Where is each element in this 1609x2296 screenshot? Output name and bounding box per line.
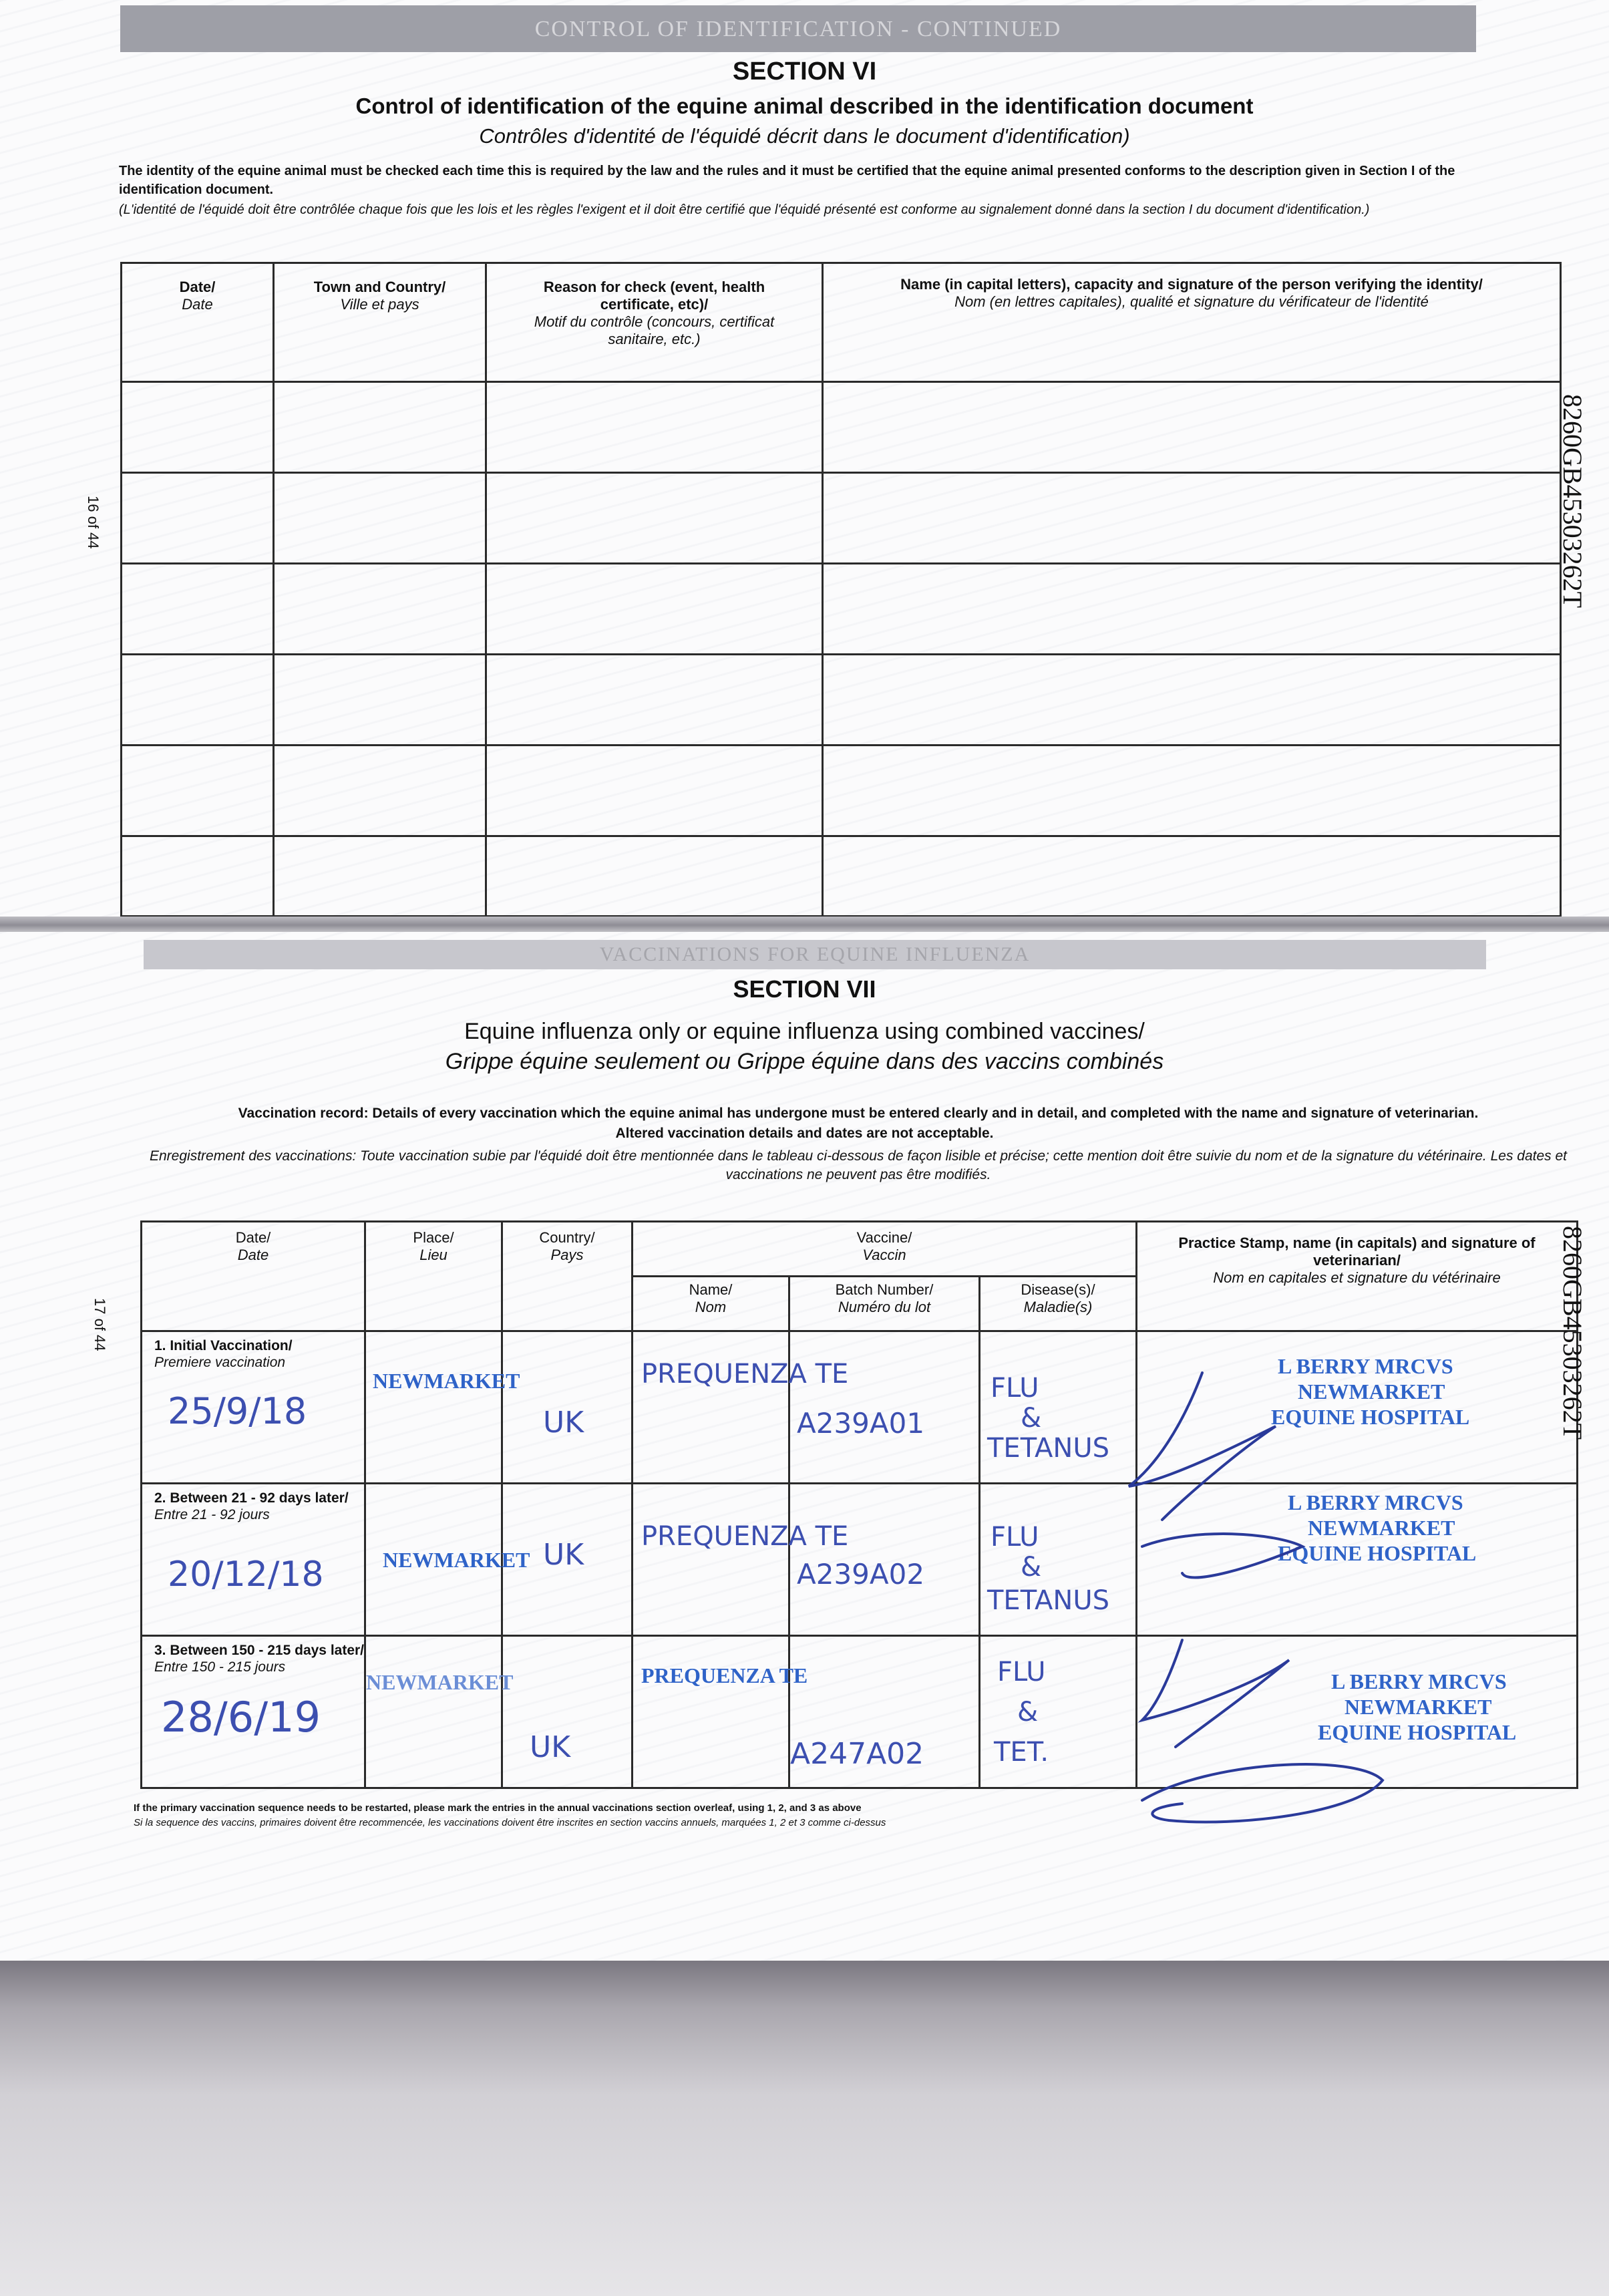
row-1-vaccine: PREQUENZA TE xyxy=(641,1359,849,1389)
col-country: Country/ Pays xyxy=(502,1222,633,1331)
col-vaccine: Vaccine/ Vaccin xyxy=(633,1222,1137,1277)
empty-cell[interactable] xyxy=(486,836,823,917)
row-2-country: UK xyxy=(543,1538,584,1572)
col-date: Date/ Date xyxy=(122,263,274,382)
row-3-place: NEWMARKET xyxy=(366,1670,514,1694)
row-1-date: 25/9/18 xyxy=(168,1390,307,1432)
col-batch-number: Batch Number/ Numéro du lot xyxy=(789,1277,980,1331)
row-2-place: NEWMARKET xyxy=(383,1548,530,1572)
col-verifier: Name (in capital letters), capacity and signature of the person verifying the identity/ Nom (en lettres capitales), qualité et signature du vérificateur de l'identité xyxy=(823,263,1561,382)
row-2-stamp-vet: L BERRY MRCVS xyxy=(1288,1490,1463,1514)
section7-title-fr: Grippe équine seulement ou Grippe équine dans des vaccins combinés xyxy=(445,1049,1164,1074)
passport-number-top: 8260GB45303262T xyxy=(1558,394,1588,608)
section7-record-fr: Enregistrement des vaccinations: Toute vaccination subie par l'équidé doit être mentionnée dans le tableau ci-dessous de façon lisible et précise; cette mention doit être suivie du nom et de la signature du vétérinaire. Les dates et vaccinations ne peuvent pas être modifiés. xyxy=(150,1148,1567,1182)
row-3-disease-3: TET. xyxy=(994,1737,1049,1768)
passport-number-bottom: 8260GB45303262T xyxy=(1558,1226,1588,1440)
row-1-disease-2: & xyxy=(1021,1403,1042,1434)
col-vaccine-name: Name/ Nom xyxy=(633,1277,789,1331)
empty-cell[interactable] xyxy=(122,382,274,473)
row-1-stamp-town: NEWMARKET xyxy=(1298,1379,1445,1404)
row-2-date-cell: 2. Between 21 - 92 days later/ Entre 21 - 92 jours 20/12/18 xyxy=(142,1484,365,1636)
empty-cell[interactable] xyxy=(823,836,1561,917)
empty-cell[interactable] xyxy=(486,564,823,655)
empty-cell[interactable] xyxy=(486,746,823,836)
row-2-place-cell xyxy=(365,1484,530,1636)
empty-cell[interactable] xyxy=(274,382,486,473)
section7-heading: SECTION VII xyxy=(733,975,876,1003)
row-2-stamp-town: NEWMARKET xyxy=(1308,1516,1455,1540)
row-1-country: UK xyxy=(543,1406,584,1440)
table-row xyxy=(122,836,1561,917)
row-2-batch-cell xyxy=(789,1484,980,1636)
row-1-disease-1: FLU xyxy=(991,1373,1039,1404)
row-3-stamp-hospital: EQUINE HOSPITAL xyxy=(1318,1720,1517,1744)
row-2-stamp-hospital: EQUINE HOSPITAL xyxy=(1278,1541,1477,1565)
row-1-batch-cell xyxy=(789,1331,980,1484)
table-row xyxy=(122,473,1561,564)
col-town-country: Town and Country/ Ville et pays xyxy=(274,263,486,382)
footnote-en: If the primary vaccination sequence needs to be restarted, please mark the entries in the annual vaccinations section overleaf, using 1, 2, and 3 as above xyxy=(134,1802,862,1814)
page-16 xyxy=(0,0,1609,919)
empty-cell[interactable] xyxy=(823,382,1561,473)
empty-cell[interactable] xyxy=(274,564,486,655)
empty-cell[interactable] xyxy=(823,473,1561,564)
table-row xyxy=(122,382,1561,473)
section6-heading: SECTION VI xyxy=(732,57,877,86)
table-row xyxy=(122,564,1561,655)
row-1-vaccine-cell xyxy=(633,1331,849,1484)
row-3-country-cell xyxy=(502,1636,633,1788)
col-disease: Disease(s)/ Maladie(s) xyxy=(980,1277,1137,1331)
veterinarian-signature xyxy=(1102,1346,1609,1880)
section7-record-en: Vaccination record: Details of every vaccination which the equine animal has undergone must be entered clearly and in detail, and completed with the name and signature of veterinarian. xyxy=(238,1106,1479,1121)
row-3-place-cell xyxy=(365,1636,514,1788)
row-3-date: 28/6/19 xyxy=(161,1693,321,1742)
row-2-vaccine: PREQUENZA TE xyxy=(641,1521,849,1552)
empty-cell[interactable] xyxy=(274,836,486,917)
row-2-date: 20/12/18 xyxy=(168,1554,324,1595)
empty-cell[interactable] xyxy=(122,746,274,836)
row-1-place-cell xyxy=(365,1331,520,1484)
table-row xyxy=(122,746,1561,836)
row-1-place: NEWMARKET xyxy=(373,1369,520,1393)
col-reason: Reason for check (event, health certificate, etc)/ Motif du contrôle (concours, certificat sanitaire, etc.) xyxy=(486,263,823,382)
row-1-stamp-hospital: EQUINE HOSPITAL xyxy=(1271,1405,1470,1429)
footnote-fr: Si la sequence des vaccins, primaires doivent être recommencée, les vaccinations doivent être inscrites en section vaccins annuels, marquées 1, 2 et 3 comme ci-dessus xyxy=(134,1817,886,1828)
row-1-batch: A239A01 xyxy=(797,1407,925,1440)
row-3-country: UK xyxy=(530,1730,571,1764)
row-3-date-cell: 3. Between 150 - 215 days later/ Entre 150 - 215 jours 28/6/19 xyxy=(142,1636,365,1788)
empty-cell[interactable] xyxy=(274,746,486,836)
page-number-16: 16 of 44 xyxy=(85,496,102,549)
row-3-batch: A247A02 xyxy=(790,1737,924,1771)
row-3-batch-cell xyxy=(789,1636,980,1788)
page-bottom-shadow xyxy=(0,1961,1609,2296)
row-3-stamp-vet: L BERRY MRCVS xyxy=(1331,1669,1507,1693)
empty-cell[interactable] xyxy=(823,564,1561,655)
empty-cell[interactable] xyxy=(122,564,274,655)
col-place: Place/ Lieu xyxy=(365,1222,502,1331)
row-2-vaccine-cell xyxy=(633,1484,849,1636)
section6-banner: CONTROL OF IDENTIFICATION - CONTINUED xyxy=(120,5,1476,52)
empty-cell[interactable] xyxy=(486,655,823,746)
row-3-stamp-town: NEWMARKET xyxy=(1345,1695,1492,1719)
page-17 xyxy=(0,932,1609,1961)
row-1-disease-3: TETANUS xyxy=(987,1433,1109,1464)
row-3-disease-1: FLU xyxy=(997,1657,1046,1687)
col-date: Date/ Date xyxy=(142,1222,365,1331)
empty-cell[interactable] xyxy=(122,655,274,746)
empty-cell[interactable] xyxy=(274,655,486,746)
empty-cell[interactable] xyxy=(823,655,1561,746)
empty-cell[interactable] xyxy=(486,382,823,473)
row-2-disease-1: FLU xyxy=(991,1522,1039,1552)
col-practice-stamp: Practice Stamp, name (in capitals) and signature of veterinarian/ Nom en capitales et signature du vétérinaire xyxy=(1137,1222,1578,1331)
section6-instructions-fr: (L'identité de l'équidé doit être contrôlée chaque fois que les lois et les règles l'exigent et il doit être certifié que l'équidé présenté est conforme au signalement donné dans la section I du document d'identification.) xyxy=(119,202,1370,217)
row-1-date-cell: 1. Initial Vaccination/ Premiere vaccination 25/9/18 xyxy=(142,1331,365,1484)
row-3-vaccine: PREQUENZA TE xyxy=(641,1663,808,1687)
section7-record-en2: Altered vaccination details and dates are not acceptable. xyxy=(615,1126,994,1141)
section7-title-en: Equine influenza only or equine influenza using combined vaccines/ xyxy=(464,1019,1145,1044)
empty-cell[interactable] xyxy=(122,473,274,564)
section7-banner: VACCINATIONS FOR EQUINE INFLUENZA xyxy=(144,940,1486,969)
row-2-batch: A239A02 xyxy=(797,1558,925,1591)
identity-checks-table xyxy=(120,262,1562,917)
section6-instructions-en: The identity of the equine animal must be checked each time this is required by the law and the rules and it must be certified that the equine animal presented conforms to the description given in Section I of the identification document. xyxy=(119,164,1455,197)
page-number-17: 17 of 44 xyxy=(92,1298,108,1351)
empty-cell[interactable] xyxy=(486,473,823,564)
row-2-disease-3: TETANUS xyxy=(987,1585,1109,1616)
empty-cell[interactable] xyxy=(274,473,486,564)
section6-title-fr: Contrôles d'identité de l'équidé décrit dans le document d'identification) xyxy=(479,124,1130,148)
row-1-country-cell xyxy=(502,1331,633,1484)
empty-cell[interactable] xyxy=(122,836,274,917)
row-2-disease-2: & xyxy=(1021,1552,1042,1583)
table-row xyxy=(122,655,1561,746)
section6-title-en: Control of identification of the equine animal described in the identification document xyxy=(355,94,1254,118)
row-3-disease-2: & xyxy=(1017,1697,1039,1728)
row-3-vaccine-cell xyxy=(633,1636,808,1788)
empty-cell[interactable] xyxy=(823,746,1561,836)
row-1-stamp-vet: L BERRY MRCVS xyxy=(1278,1354,1453,1378)
